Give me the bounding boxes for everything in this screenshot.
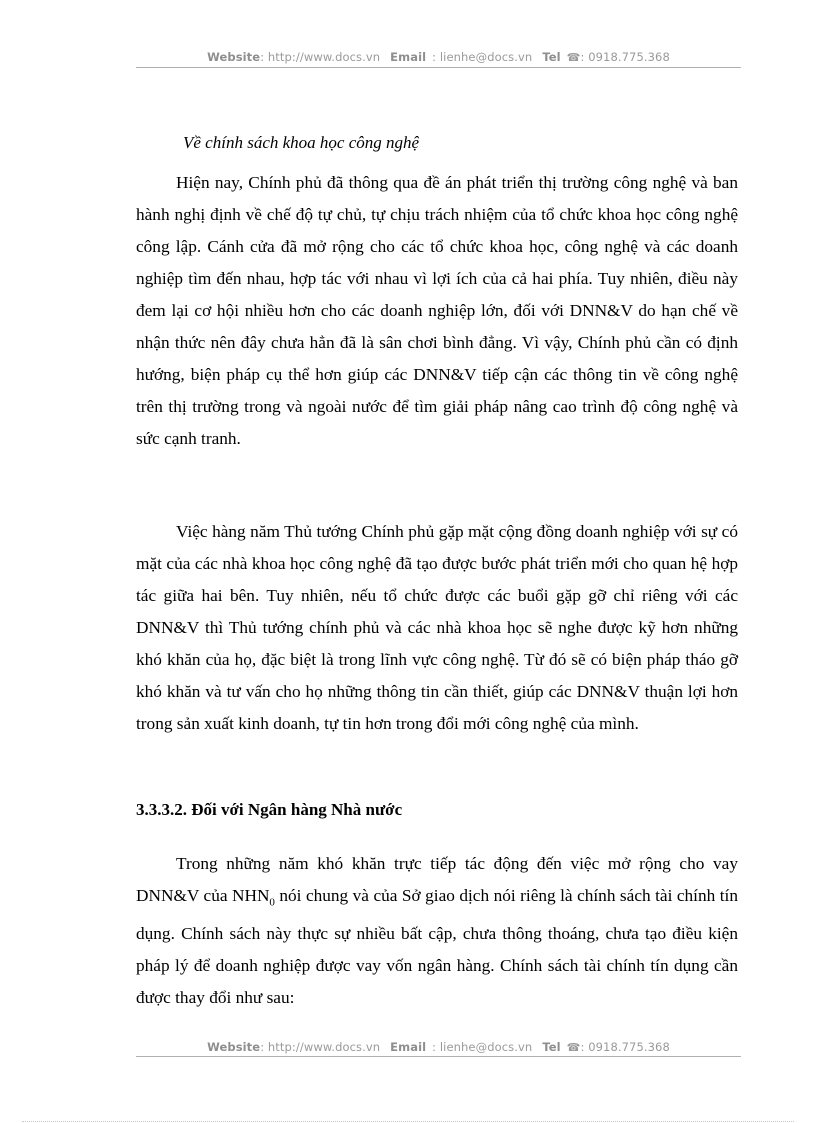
paragraph-3-subscript: 0 <box>269 896 275 909</box>
footer-website-value[interactable]: : http://www.docs.vn <box>260 1040 381 1054</box>
header-divider <box>136 67 741 68</box>
page-edge <box>22 1121 794 1122</box>
footer-divider <box>136 1056 741 1057</box>
section-title: 3.3.3.2. Đối với Ngân hàng Nhà nước <box>136 800 403 819</box>
paragraph-2: Việc hàng năm Thủ tướng Chính phủ gặp mặt cộng đồng doanh nghiệp với sự có mặt của các nhà khoa học công nghệ đã tạo được bước phát triển mới cho quan hệ hợp tác giữa hai bên. Tuy nhiên, nếu tổ chức được các buổi gặp gỡ chỉ riêng với các DNN&V thì Thủ tướng chính phủ và các nhà khoa học sẽ nghe được kỹ hơn những khó khăn của họ, đặc biệt là trong lĩnh vực công nghệ. Từ đó sẽ có biện pháp tháo gỡ khó khăn và tư vấn cho họ những thông tin cần thiết, giúp các DNN&V thuận lợi hơn trong sản xuất kinh doanh, tự tin hơn trong đổi mới công nghệ của mình. <box>136 522 738 733</box>
footer-website-label: Website <box>207 1040 261 1054</box>
paragraph-3-text-b: nói chung và của Sở giao dịch nói riêng là chính sách tài chính tín dụng. Chính sách này thực sự nhiều bất cập, chưa thông thoáng, chưa tạo điều kiện pháp lý để doanh nghiệp được vay vốn ngân hàng. Chính sách tài chính tín dụng cần được thay đổi như sau: <box>136 886 738 1008</box>
footer-email-value[interactable]: : lienhe@docs.vn <box>432 1040 533 1054</box>
header-website-label: Website <box>207 50 261 64</box>
footer-tel-value: : 0918.775.368 <box>580 1040 670 1054</box>
paragraph-1: Hiện nay, Chính phủ đã thông qua đề án phát triển thị trường công nghệ và ban hành nghị định về chế độ tự chủ, tự chịu trách nhiệm của tổ chức khoa học công nghệ công lập. Cánh cửa đã mở rộng cho các tổ chức khoa học, công nghệ và các doanh nghiệp tìm đến nhau, hợp tác với nhau vì lợi ích của cả hai phía. Tuy nhiên, điều này đem lại cơ hội nhiều hơn cho các doanh nghiệp lớn, đối với DNN&V do hạn chế về nhận thức nên đây chưa hẳn đã là sân chơi bình đẳng. Vì vậy, Chính phủ cần có định hướng, biện pháp cụ thể hơn giúp các DNN&V tiếp cận các thông tin về công nghệ trên thị trường trong và ngoài nước để tìm giải pháp nâng cao trình độ công nghệ và sức cạnh tranh. <box>136 173 738 448</box>
footer-tel-label: Tel <box>542 1040 561 1054</box>
header-email-label: Email <box>390 50 427 64</box>
phone-icon: ☎ <box>566 51 581 64</box>
phone-icon: ☎ <box>566 1041 581 1054</box>
header-tel-label: Tel <box>542 50 561 64</box>
footer-email-label: Email <box>390 1040 427 1054</box>
header-tel-value: : 0918.775.368 <box>580 50 670 64</box>
page-footer <box>136 1040 741 1054</box>
paragraph-3-text-a: Trong những năm khó khăn trực tiếp tác động đến việc mở rộng cho vay DNN&V của NHN <box>136 854 738 905</box>
header-email-value[interactable]: : lienhe@docs.vn <box>432 50 533 64</box>
subheading: Về chính sách khoa học công nghệ <box>183 133 420 152</box>
paragraph-3 <box>136 848 738 1014</box>
header-website-value[interactable]: : http://www.docs.vn <box>260 50 381 64</box>
page-header <box>136 50 741 64</box>
